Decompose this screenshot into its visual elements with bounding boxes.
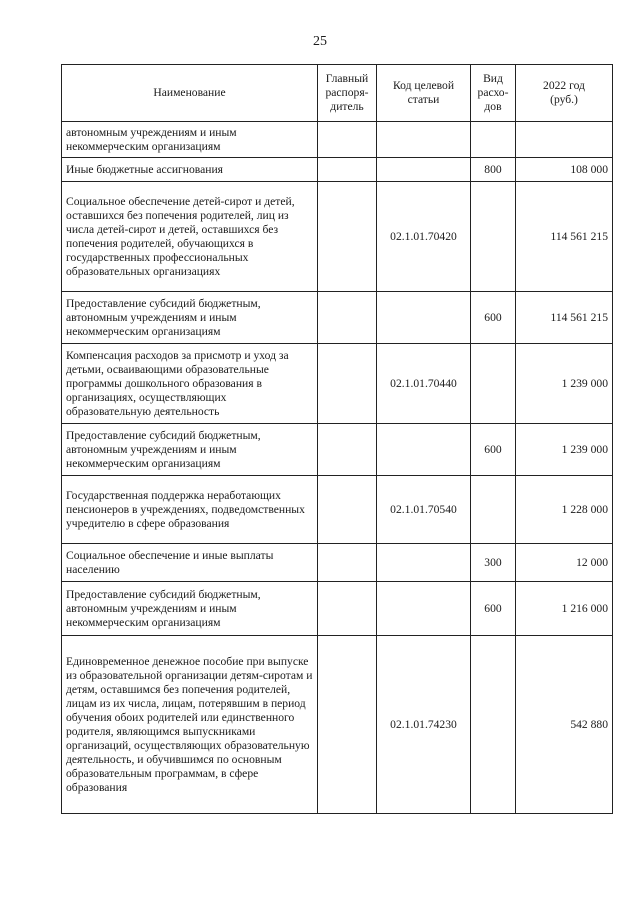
row-code <box>377 544 471 582</box>
row-name: Предоставление субсидий бюджетным, автономным учреждениям и иным некоммерческим организациям <box>62 424 318 476</box>
row-kind <box>471 476 516 544</box>
row-code <box>377 582 471 636</box>
row-code: 02.1.01.70540 <box>377 476 471 544</box>
row-amount: 1 239 000 <box>516 344 613 424</box>
table-header <box>62 65 613 122</box>
header-code <box>377 65 471 122</box>
row-kind <box>471 344 516 424</box>
row-amount: 108 000 <box>516 158 613 182</box>
row-admin <box>318 582 377 636</box>
table-body <box>62 122 613 814</box>
row-code: 02.1.01.70420 <box>377 182 471 292</box>
table-row <box>62 122 613 158</box>
row-kind: 300 <box>471 544 516 582</box>
table-row <box>62 476 613 544</box>
row-amount: 114 561 215 <box>516 292 613 344</box>
row-admin <box>318 122 377 158</box>
row-admin <box>318 292 377 344</box>
header-kind-line: расхо- <box>477 86 509 99</box>
table-row <box>62 292 613 344</box>
header-kind-line: дов <box>484 100 502 113</box>
row-admin <box>318 636 377 814</box>
header-admin-line: Главный <box>325 72 369 85</box>
row-name: Предоставление субсидий бюджетным, автономным учреждениям и иным некоммерческим организациям <box>62 582 318 636</box>
row-kind: 600 <box>471 424 516 476</box>
header-amount-line: 2022 год <box>543 79 585 92</box>
row-amount: 114 561 215 <box>516 182 613 292</box>
header-code-line: статьи <box>407 93 440 106</box>
row-kind <box>471 636 516 814</box>
header-kind-line: Вид <box>483 72 503 85</box>
row-name: Единовременное денежное пособие при выпуске из образовательной организации детям-сиротам и детям, оставшимся без попечения родителей, лицам из их числа, лицам, потерявшим в период обучения обоих родителей или единственного родителя, являющимся выпускниками организаций, осуществляющих образовательную деятельность, и обучившимся по основным образовательным программам, в сфере образования <box>62 636 318 814</box>
row-code <box>377 122 471 158</box>
header-kind <box>471 65 516 122</box>
row-amount: 1 228 000 <box>516 476 613 544</box>
row-kind: 600 <box>471 292 516 344</box>
page-number: 25 <box>313 34 327 49</box>
row-name: Государственная поддержка неработающих пенсионеров в учреждениях, подведомственных учредителю в сфере образования <box>62 476 318 544</box>
header-amount-line: (руб.) <box>550 93 578 106</box>
header-admin-line: дитель <box>330 100 364 113</box>
row-name: Иные бюджетные ассигнования <box>62 158 318 182</box>
row-admin <box>318 182 377 292</box>
row-admin <box>318 476 377 544</box>
row-kind <box>471 122 516 158</box>
row-code: 02.1.01.70440 <box>377 344 471 424</box>
row-kind: 800 <box>471 158 516 182</box>
budget-table <box>61 64 613 814</box>
row-name: Социальное обеспечение и иные выплаты населению <box>62 544 318 582</box>
row-kind: 600 <box>471 582 516 636</box>
row-amount: 542 880 <box>516 636 613 814</box>
table-row <box>62 158 613 182</box>
table-row <box>62 182 613 292</box>
row-code <box>377 424 471 476</box>
row-code <box>377 292 471 344</box>
row-amount: 1 239 000 <box>516 424 613 476</box>
header-admin-line: распоря- <box>325 86 369 99</box>
table-row <box>62 344 613 424</box>
table-row <box>62 582 613 636</box>
header-amount <box>516 65 613 122</box>
row-name: Компенсация расходов за присмотр и уход за детьми, осваивающими образовательные программы дошкольного образования в организациях, осуществляющих образовательную деятельность <box>62 344 318 424</box>
header-code-line: Код целевой <box>392 79 455 92</box>
header-admin <box>318 65 377 122</box>
row-name: автономным учреждениям и иным некоммерческим организациям <box>62 122 318 158</box>
table-row <box>62 636 613 814</box>
row-admin <box>318 424 377 476</box>
row-admin <box>318 544 377 582</box>
row-code: 02.1.01.74230 <box>377 636 471 814</box>
row-amount <box>516 122 613 158</box>
row-admin <box>318 344 377 424</box>
row-admin <box>318 158 377 182</box>
row-kind <box>471 182 516 292</box>
header-name: Наименование <box>62 65 318 122</box>
table-row <box>62 544 613 582</box>
row-amount: 1 216 000 <box>516 582 613 636</box>
row-code <box>377 158 471 182</box>
row-name: Предоставление субсидий бюджетным, автономным учреждениям и иным некоммерческим организациям <box>62 292 318 344</box>
row-name: Социальное обеспечение детей-сирот и детей, оставшихся без попечения родителей, лиц из числа детей-сирот и детей, оставшихся без попечения родителей, обучающихся в государственных профессиональных образовательных организациях <box>62 182 318 292</box>
table-row <box>62 424 613 476</box>
row-amount: 12 000 <box>516 544 613 582</box>
